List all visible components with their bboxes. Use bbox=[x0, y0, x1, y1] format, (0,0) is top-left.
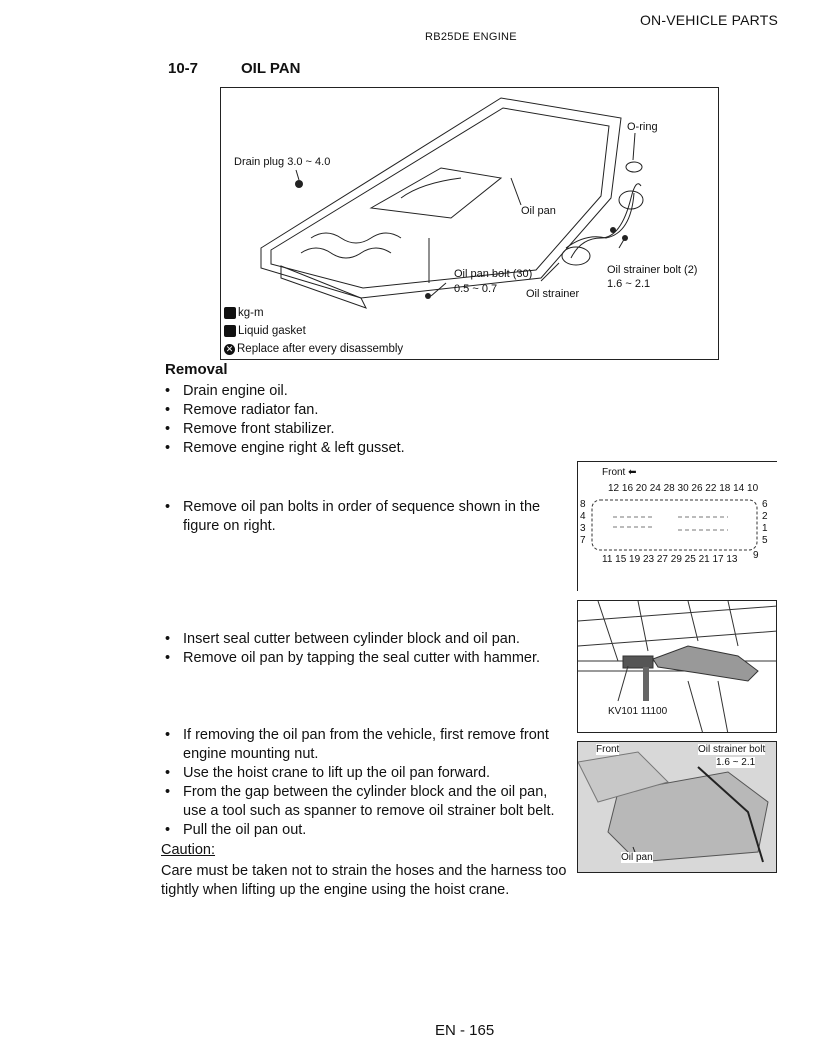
seal-cutter-tool-label: KV101 11100 bbox=[608, 706, 668, 717]
removal-step: • Drain engine oil. bbox=[165, 382, 565, 401]
sequence-top-row: 12 16 20 24 28 30 26 22 18 14 10 bbox=[608, 483, 759, 494]
oil-strainer-label: Oil strainer bbox=[526, 288, 580, 300]
header-section: ON-VEHICLE PARTS bbox=[639, 12, 778, 28]
sequence-right-number: 6 bbox=[762, 499, 768, 510]
removal-step-text: Drain engine oil. bbox=[183, 383, 288, 399]
removal-step: • Use the hoist crane to lift up the oil pan forward. bbox=[165, 764, 565, 783]
oil-strainer-bolt-label: Oil strainer bolt (2) bbox=[607, 264, 698, 276]
page-number: EN - 165 bbox=[435, 1022, 495, 1039]
removal-step: • Pull the oil pan out. bbox=[165, 821, 565, 840]
oil-pan-bolt-label: Oil pan bolt (30) bbox=[454, 268, 533, 280]
sequence-front-text: Front bbox=[602, 467, 626, 478]
legend-replace-text: Replace after every disassembly bbox=[237, 343, 404, 355]
sequence-left-number: 4 bbox=[580, 511, 586, 522]
sequence-corner: 9 bbox=[753, 550, 759, 561]
removal-step: • Remove front stabilizer. bbox=[165, 420, 565, 439]
legend-torque bbox=[224, 307, 264, 319]
oil-pan-figure bbox=[220, 87, 719, 360]
oil-pan-bolt-torque: 0.5 ~ 0.7 bbox=[454, 283, 498, 295]
removal-step-text: Remove front stabilizer. bbox=[183, 421, 335, 437]
drain-plug-label: Drain plug 3.0 ~ 4.0 bbox=[234, 156, 331, 168]
removal-step: • Remove oil pan bolts in order of sequence shown in the figure on right. bbox=[165, 498, 565, 536]
sequence-pan-outline bbox=[578, 462, 777, 591]
removal-step: • Insert seal cutter between cylinder block and oil pan. bbox=[165, 630, 565, 649]
section-number: 10-7 bbox=[168, 60, 199, 77]
strainer-photo-figure bbox=[577, 741, 777, 873]
strainer-front-label: Front bbox=[596, 744, 620, 755]
sequence-right-number: 5 bbox=[762, 535, 768, 546]
legend-liquid-gasket bbox=[224, 325, 306, 337]
removal-heading: Removal bbox=[165, 361, 228, 378]
removal-step-text: If removing the oil pan from the vehicle, first remove front engine mounting nut. bbox=[183, 727, 549, 762]
removal-step-text: From the gap between the cylinder block and the oil pan, use a tool such as spanner to remove oil strainer bolt belt. bbox=[183, 784, 555, 819]
strainer-bolt-label: Oil strainer bolt bbox=[698, 744, 766, 755]
liquid-gasket-icon bbox=[224, 325, 236, 337]
header-engine: RB25DE ENGINE bbox=[425, 31, 517, 43]
removal-step: • Remove engine right & left gusset. bbox=[165, 439, 565, 458]
replace-icon: ✕ bbox=[225, 343, 234, 354]
caution-text: Care must be taken not to strain the hoses and the harness too tightly when lifting up the engine using the hoist crane. bbox=[161, 863, 567, 898]
removal-step-text: Insert seal cutter between cylinder block and oil pan. bbox=[183, 631, 520, 647]
sequence-left-number: 8 bbox=[580, 499, 586, 510]
o-ring-label: O-ring bbox=[627, 121, 658, 133]
strainer-bolt-torque: 1.6 ~ 2.1 bbox=[716, 757, 756, 768]
oil-strainer-bolt-torque: 1.6 ~ 2.1 bbox=[607, 278, 651, 290]
sequence-left-col bbox=[580, 499, 588, 547]
sequence-right-number: 2 bbox=[762, 511, 768, 522]
removal-step-text: Remove oil pan bolts in order of sequence shown in the figure on right. bbox=[183, 499, 541, 534]
removal-step: • From the gap between the cylinder block and the oil pan, use a tool such as spanner to remove oil strainer bolt belt. bbox=[165, 783, 570, 821]
removal-step-text: Pull the oil pan out. bbox=[183, 822, 307, 838]
sequence-right-number: 1 bbox=[762, 523, 768, 534]
seal-cutter-figure bbox=[577, 600, 777, 733]
sequence-bottom-row: 11 15 19 23 27 29 25 21 17 13 bbox=[602, 554, 738, 565]
removal-step-text: Use the hoist crane to lift up the oil pan forward. bbox=[183, 765, 491, 781]
section-title: OIL PAN bbox=[241, 60, 301, 77]
torque-icon bbox=[224, 307, 236, 319]
arrow-left-icon: ⬅ bbox=[628, 467, 637, 478]
sequence-left-number: 7 bbox=[580, 535, 586, 546]
legend-liquid-gasket-text: Liquid gasket bbox=[238, 325, 306, 337]
removal-step-text: Remove radiator fan. bbox=[183, 402, 319, 418]
sequence-left-number: 3 bbox=[580, 523, 586, 534]
removal-step: • If removing the oil pan from the vehicle, first remove front engine mounting nut. bbox=[165, 726, 565, 764]
removal-step-text: Remove oil pan by tapping the seal cutter with hammer. bbox=[183, 650, 541, 666]
removal-step: • Remove oil pan by tapping the seal cutter with hammer. bbox=[165, 649, 565, 668]
caution-label: Caution: bbox=[161, 842, 216, 858]
legend-replace bbox=[224, 343, 403, 355]
oil-pan-label: Oil pan bbox=[521, 205, 556, 217]
legend-torque-text: kg-m bbox=[238, 307, 264, 319]
sequence-right-col bbox=[762, 499, 770, 547]
strainer-pan-label: Oil pan bbox=[621, 852, 653, 863]
removal-step: • Remove radiator fan. bbox=[165, 401, 565, 420]
bolt-sequence-figure bbox=[577, 461, 777, 591]
removal-step-text: Remove engine right & left gusset. bbox=[183, 440, 405, 456]
